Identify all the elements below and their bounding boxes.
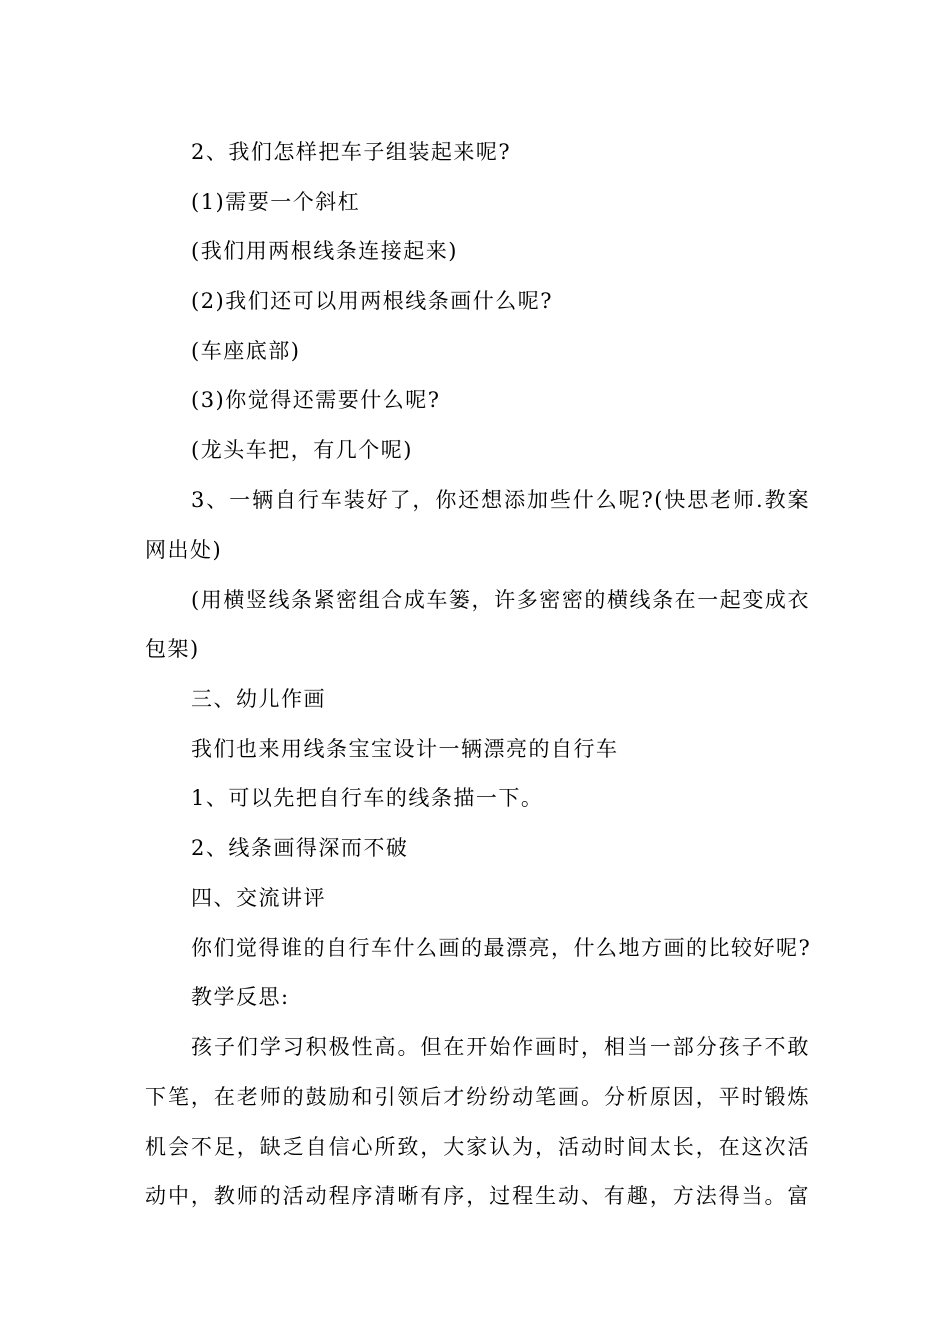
paragraph-line: (3)你觉得还需要什么呢?	[191, 388, 441, 412]
paragraph-line: 网出处)	[145, 538, 223, 562]
section-heading: 三、幼儿作画	[191, 687, 326, 711]
paragraph-line: 孩子们学习积极性高。但在开始作画时，相当一部分孩子不敢	[191, 1035, 810, 1059]
paragraph-line: (车座底部)	[191, 339, 301, 363]
paragraph-line: 下笔，在老师的鼓励和引领后才纷纷动笔画。分析原因，平时锻炼	[145, 1085, 810, 1109]
paragraph-line: 我们也来用线条宝宝设计一辆漂亮的自行车	[191, 737, 619, 761]
section-heading: 教学反思:	[191, 985, 290, 1009]
paragraph-line: 包架)	[145, 637, 200, 661]
paragraph-line: 2、线条画得深而不破	[191, 836, 409, 860]
paragraph-line: 你们觉得谁的自行车什么画的最漂亮，什么地方画的比较好呢?	[191, 936, 812, 960]
paragraph-line: 动中，教师的活动程序清晰有序，过程生动、有趣，方法得当。富	[145, 1184, 810, 1208]
paragraph-line: 3、一辆自行车装好了，你还想添加些什么呢?(快思老师.教案	[191, 488, 810, 512]
paragraph-line: (我们用两根线条连接起来)	[191, 239, 458, 263]
paragraph-line: 1、可以先把自行车的线条描一下。	[191, 786, 544, 810]
paragraph-line: (1)需要一个斜杠	[191, 190, 361, 214]
paragraph-line: 机会不足，缺乏自信心所致，大家认为，活动时间太长，在这次活	[145, 1135, 810, 1159]
paragraph-line: 2、我们怎样把车子组装起来呢?	[191, 140, 512, 164]
paragraph-line: (2)我们还可以用两根线条画什么呢?	[191, 289, 554, 313]
paragraph-line: (用横竖线条紧密组合成车篓，许多密密的横线条在一起变成衣	[191, 588, 810, 612]
paragraph-line: (龙头车把，有几个呢)	[191, 438, 413, 462]
section-heading: 四、交流讲评	[191, 886, 326, 910]
